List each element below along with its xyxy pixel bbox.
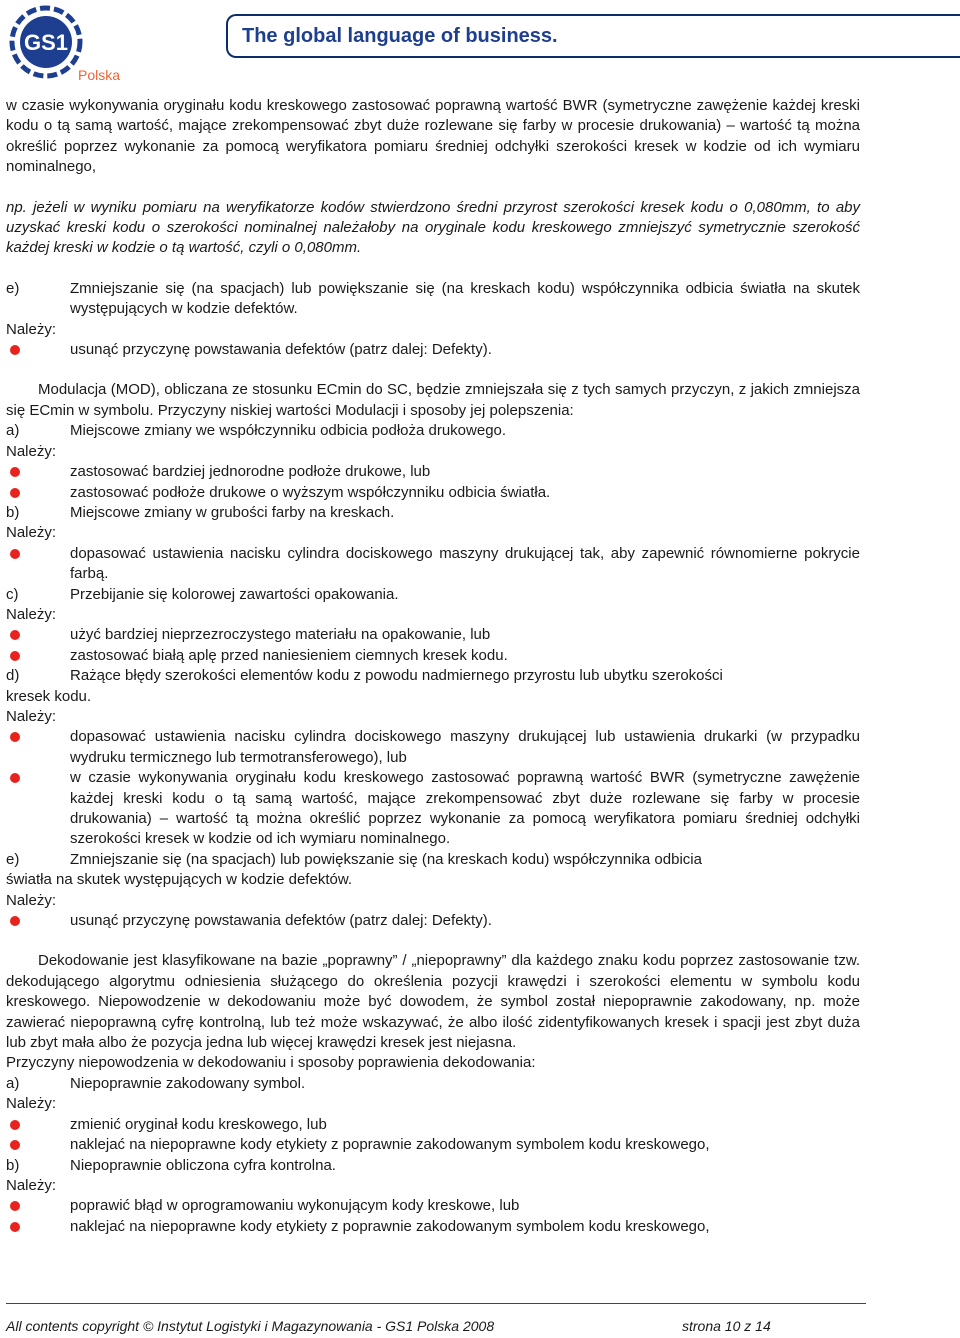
nalezy-label: Należy: [6,1176,57,1194]
bullet-icon [6,727,70,768]
paragraph-causes: Przyczyny niepowodzenia w dekodowaniu i sposoby poprawienia dekodowania: [6,1054,536,1072]
item-a2: a) Niepoprawnie zakodowany symbol. [6,1074,306,1092]
nalezy-label: Należy: [6,707,57,725]
logo-text: GS1 [23,30,69,55]
bullet-item: usunąć przyczynę powstawania defektów (patrz dalej: Defekty). [6,340,860,360]
nalezy-label: Należy: [6,442,57,460]
item-b: b) Miejscowe zmiany w grubości farby na kreskach. [6,503,395,521]
bullet-icon [6,768,70,850]
nalezy-label: Należy: [6,891,57,909]
slogan-banner [226,14,960,58]
bullet-icon [6,1217,70,1237]
bullet-icon [6,646,70,666]
bullet-item: usunąć przyczynę powstawania defektów (patrz dalej: Defekty). [6,911,860,931]
bullet-item: użyć bardziej nieprzezroczystego materiału na opakowanie, lub [6,625,860,645]
slogan: The global language of business. [242,25,558,47]
bullet-item: zastosować podłoże drukowe o wyższym współczynniku odbicia światła. [6,483,860,503]
nalezy-label: Należy: [6,605,57,623]
paragraph-modulation: Modulacja (MOD), obliczana ze stosunku ECmin do SC, będzie zmniejszała się z tych samych przyczyn, z jakich zmniejsza się ECmin w symbolu. Przyczyny niskiej wartości Modulacji i sposoby jej polepszenia: [6,381,860,419]
bullet-item: w czasie wykonywania oryginału kodu kreskowego zastosować poprawną wartość BWR (symetryczne zawężenie każdej kreski kodu o tą samą wartość, mające zrekompensować zbyt duże rozlewane się farby w procesie drukowania) – wartość tą można określić poprzez wykonanie za pomocą weryfikatora pomiaru średniej odchyłki szerokości kresek w kodzie od ich wymiaru nominalnego. [6,768,860,850]
bullet-icon [6,340,70,360]
bullet-item: naklejać na niepoprawne kody etykiety z poprawnie zakodowanym symbolem kodu kreskowego, [6,1135,860,1155]
nalezy-label: Należy: [6,1095,57,1113]
page-footer [6,1318,866,1334]
footer-copyright: All contents copyright © Instytut Logistyki i Magazynowania - GS1 Polska 2008 [6,1318,495,1334]
item-b2: b) Niepoprawnie obliczona cyfra kontrolna. [6,1156,336,1174]
nalezy-label: Należy: [6,524,57,542]
paragraph-decoding: Dekodowanie jest klasyfikowane na bazie „poprawny” / „niepoprawny” dla każdego znaku kodu poprzez zastosowanie tzw. dekodującego algorytmu odniesienia służącego do określenia pozycji krawędzi i szerokości elementu w symbolu kodu kreskowego. Niepowodzenie w dekodowaniu może być dowodem, że symbol został niepoprawnie zakodowany, np. może zawierać niepoprawną cyfrę kontrolną, lub też może wskazywać, że albo ilość zidentyfikowanych kresek i spacji jest zbyt duża lub zbyt mała albo że pozycja jedna lub więcej krawędzi kresek jest niejasna. [6,952,860,1052]
page-number: strona 10 z 14 [682,1318,771,1334]
bullet-icon [6,544,70,585]
bullet-icon [6,1135,70,1155]
item-a: a) Miejscowe zmiany we współczynniku odbicia podłoża drukowego. [6,422,507,440]
page-content: w czasie wykonywania oryginału kodu kreskowego zastosować poprawną wartość BWR (symetryczne zawężenie każdej kreski kodu o tą samą wartość, mające zrekompensować zbyt duże rozlewane się farby w procesie drukowania) – wartość tą można określić poprzez wykonanie za pomocą weryfikatora pomiaru średniej odchyłki szerokości kresek w kodzie od ich wymiaru nominalnego, np. jeżeli w wyniku pomiaru na weryfikatorze kodów stwierdzono średni przyrost szerokości kresek kodu o 0,080mm, to aby uzyskać kreski kodu o szerokości nominalnej należałoby na oryginale kodu kreskowego zmniejszyć symetrycznie szerokość każdej kreski w kodzie o tą wartość, czyli o 0,080mm. e) Zmniejszanie się (na spacjach) lub powiększanie się (na kreskach kodu) współczynnika odbicia światła na skutek występujących w kodzie defektów. Należy: usunąć przyczynę powstawania defektów (patrz dalej: Defekty). Modulacja (MOD), obliczana ze stosunku ECmin do SC, będzie zmniejszała się z tych samych przyczyn, z jakich zmniejsza się ECmin w symbolu. Przyczyny niskiej wartości Modulacji i sposoby jej polepszenia: a) Miejscowe zmiany we współczynniku odbicia podłoża drukowego. Należy: zastosować bardziej jednorodne podłoże drukowe, lub zastosować podłoże drukowe o wyższym współczynniku odbicia światła. b) Miejscowe zmiany w grubości farby na kreskach. Należy: dopasować ustawienia nacisku cylindra dociskowego maszyny drukującej tak, aby zapewnić równomierne pokrycie farbą. c) Przebijanie się kolorowej zawartości opakowania. Należy: użyć bardziej nieprzezroczystego materiału na opakowanie, lub zastosować białą aplę przed naniesieniem ciemnych kresek kodu. d) Rażące błędy szerokości elementów kodu z powodu nadmiernego przyrostu lub ubytku szerokości kresek kodu. Należy: dopasować ustawienia nacisku cylindra dociskowego maszyny drukującej lub ustawienia drukarki (w przypadku wydruku termicznego lub termotransferowego), lub w czasie wykonywania oryginału kodu kreskowego zastosować poprawną wartość BWR (symetryczne zawężenie każdej kreski kodu o tą samą wartość, mające zrekompensować zbyt duże rozlewane się farby w procesie drukowania) – wartość tą można określić poprzez wykonanie za pomocą weryfikatora pomiaru średniej odchyłki szerokości kresek w kodzie od ich wymiaru nominalnego. e) Zmniejszanie się (na spacjach) lub powiększanie się (na kreskach kodu) współczynnika odbicia światła na skutek występujących w kodzie defektów. Należy: usunąć przyczynę powstawania defektów (patrz dalej: Defekty). Dekodowanie jest klasyfikowane na bazie „poprawny” / „niepoprawny” dla każdego znaku kodu poprzez zastosowanie tzw. dekodującego algorytmu odniesienia służącego do określenia pozycji krawędzi i szerokości elementu w symbolu kodu kreskowego. Niepowodzenie w dekodowaniu może być dowodem, że symbol został niepoprawnie zakodowany, np. może zawierać niepoprawną cyfrę kontrolną, lub też może wskazywać, że albo ilość zidentyfikowanych kresek i spacji jest zbyt duża lub zbyt mała albo że pozycja jedna lub więcej krawędzi kresek jest niejasna. Przyczyny niepowodzenia w dekodowaniu i sposoby poprawienia dekodowania: a) Niepoprawnie zakodowany symbol. Należy: zmienić oryginał kodu kreskowego, lub naklejać na niepoprawne kody etykiety z poprawnie zakodowanym symbolem kodu kreskowego, b) Niepoprawnie obliczona cyfra kontrolna. Należy: poprawić błąd w oprogramowaniu wykonującym kody kreskowe, lub naklejać na niepoprawne kody etykiety z poprawnie zakodowanym symbolem kodu kreskowego, [6,96,860,1237]
bullet-item: poprawić błąd w oprogramowaniu wykonującym kody kreskowe, lub [6,1196,860,1216]
bullet-icon [6,911,70,931]
page-header [0,0,960,88]
nalezy-label: Należy: [6,320,57,338]
bullet-item: dopasować ustawienia nacisku cylindra dociskowego maszyny drukującej tak, aby zapewnić równomierne pokrycie farbą. [6,544,860,585]
item-label: e) [6,279,20,297]
bullet-icon [6,625,70,645]
bullet-icon [6,483,70,503]
bullet-item: zmienić oryginał kodu kreskowego, lub [6,1115,860,1135]
logo-sub: Polska [78,67,121,83]
item-e [6,279,860,320]
gs1-logo [6,4,136,84]
bullet-item: naklejać na niepoprawne kody etykiety z poprawnie zakodowanym symbolem kodu kreskowego, [6,1217,860,1237]
item-c: c) Przebijanie się kolorowej zawartości opakowania. [6,585,399,603]
paragraph-example: np. jeżeli w wyniku pomiaru na weryfikatorze kodów stwierdzono średni przyrost szerokości kresek kodu o 0,080mm, to aby uzyskać kreski kodu o szerokości nominalnej należałoby na oryginale kodu kreskowego zmniejszyć symetrycznie szerokość każdej kreski w kodzie o tą wartość, czyli o 0,080mm. [6,198,860,257]
bullet-icon [6,462,70,482]
bullet-item: zastosować białą aplę przed naniesieniem ciemnych kresek kodu. [6,646,860,666]
bullet-icon [6,1115,70,1135]
bullet-icon [6,1196,70,1216]
item-e2: e) Zmniejszanie się (na spacjach) lub powiększanie się (na kreskach kodu) współczynnika odbicia [6,850,702,868]
item-d: d) Rażące błędy szerokości elementów kodu z powodu nadmiernego przyrostu lub ubytku szerokości [6,667,723,685]
footer-divider [6,1303,866,1304]
paragraph-bwr: w czasie wykonywania oryginału kodu kreskowego zastosować poprawną wartość BWR (symetryczne zawężenie każdej kreski kodu o tą samą wartość, mające zrekompensować zbyt duże rozlewane się farby w procesie drukowania) – wartość tą można określić poprzez wykonanie za pomocą weryfikatora pomiaru średniej odchyłki szerokości kresek w kodzie od ich wymiaru nominalnego, [6,97,860,176]
item-text: Zmniejszanie się (na spacjach) lub powiększanie się (na kreskach kodu) współczynnika odbicia światła na skutek występujących w kodzie defektów. [70,279,860,318]
bullet-item: zastosować bardziej jednorodne podłoże drukowe, lub [6,462,860,482]
bullet-item: dopasować ustawienia nacisku cylindra dociskowego maszyny drukującej lub ustawienia drukarki (w przypadku wydruku termicznego lub termotransferowego), lub [6,727,860,768]
